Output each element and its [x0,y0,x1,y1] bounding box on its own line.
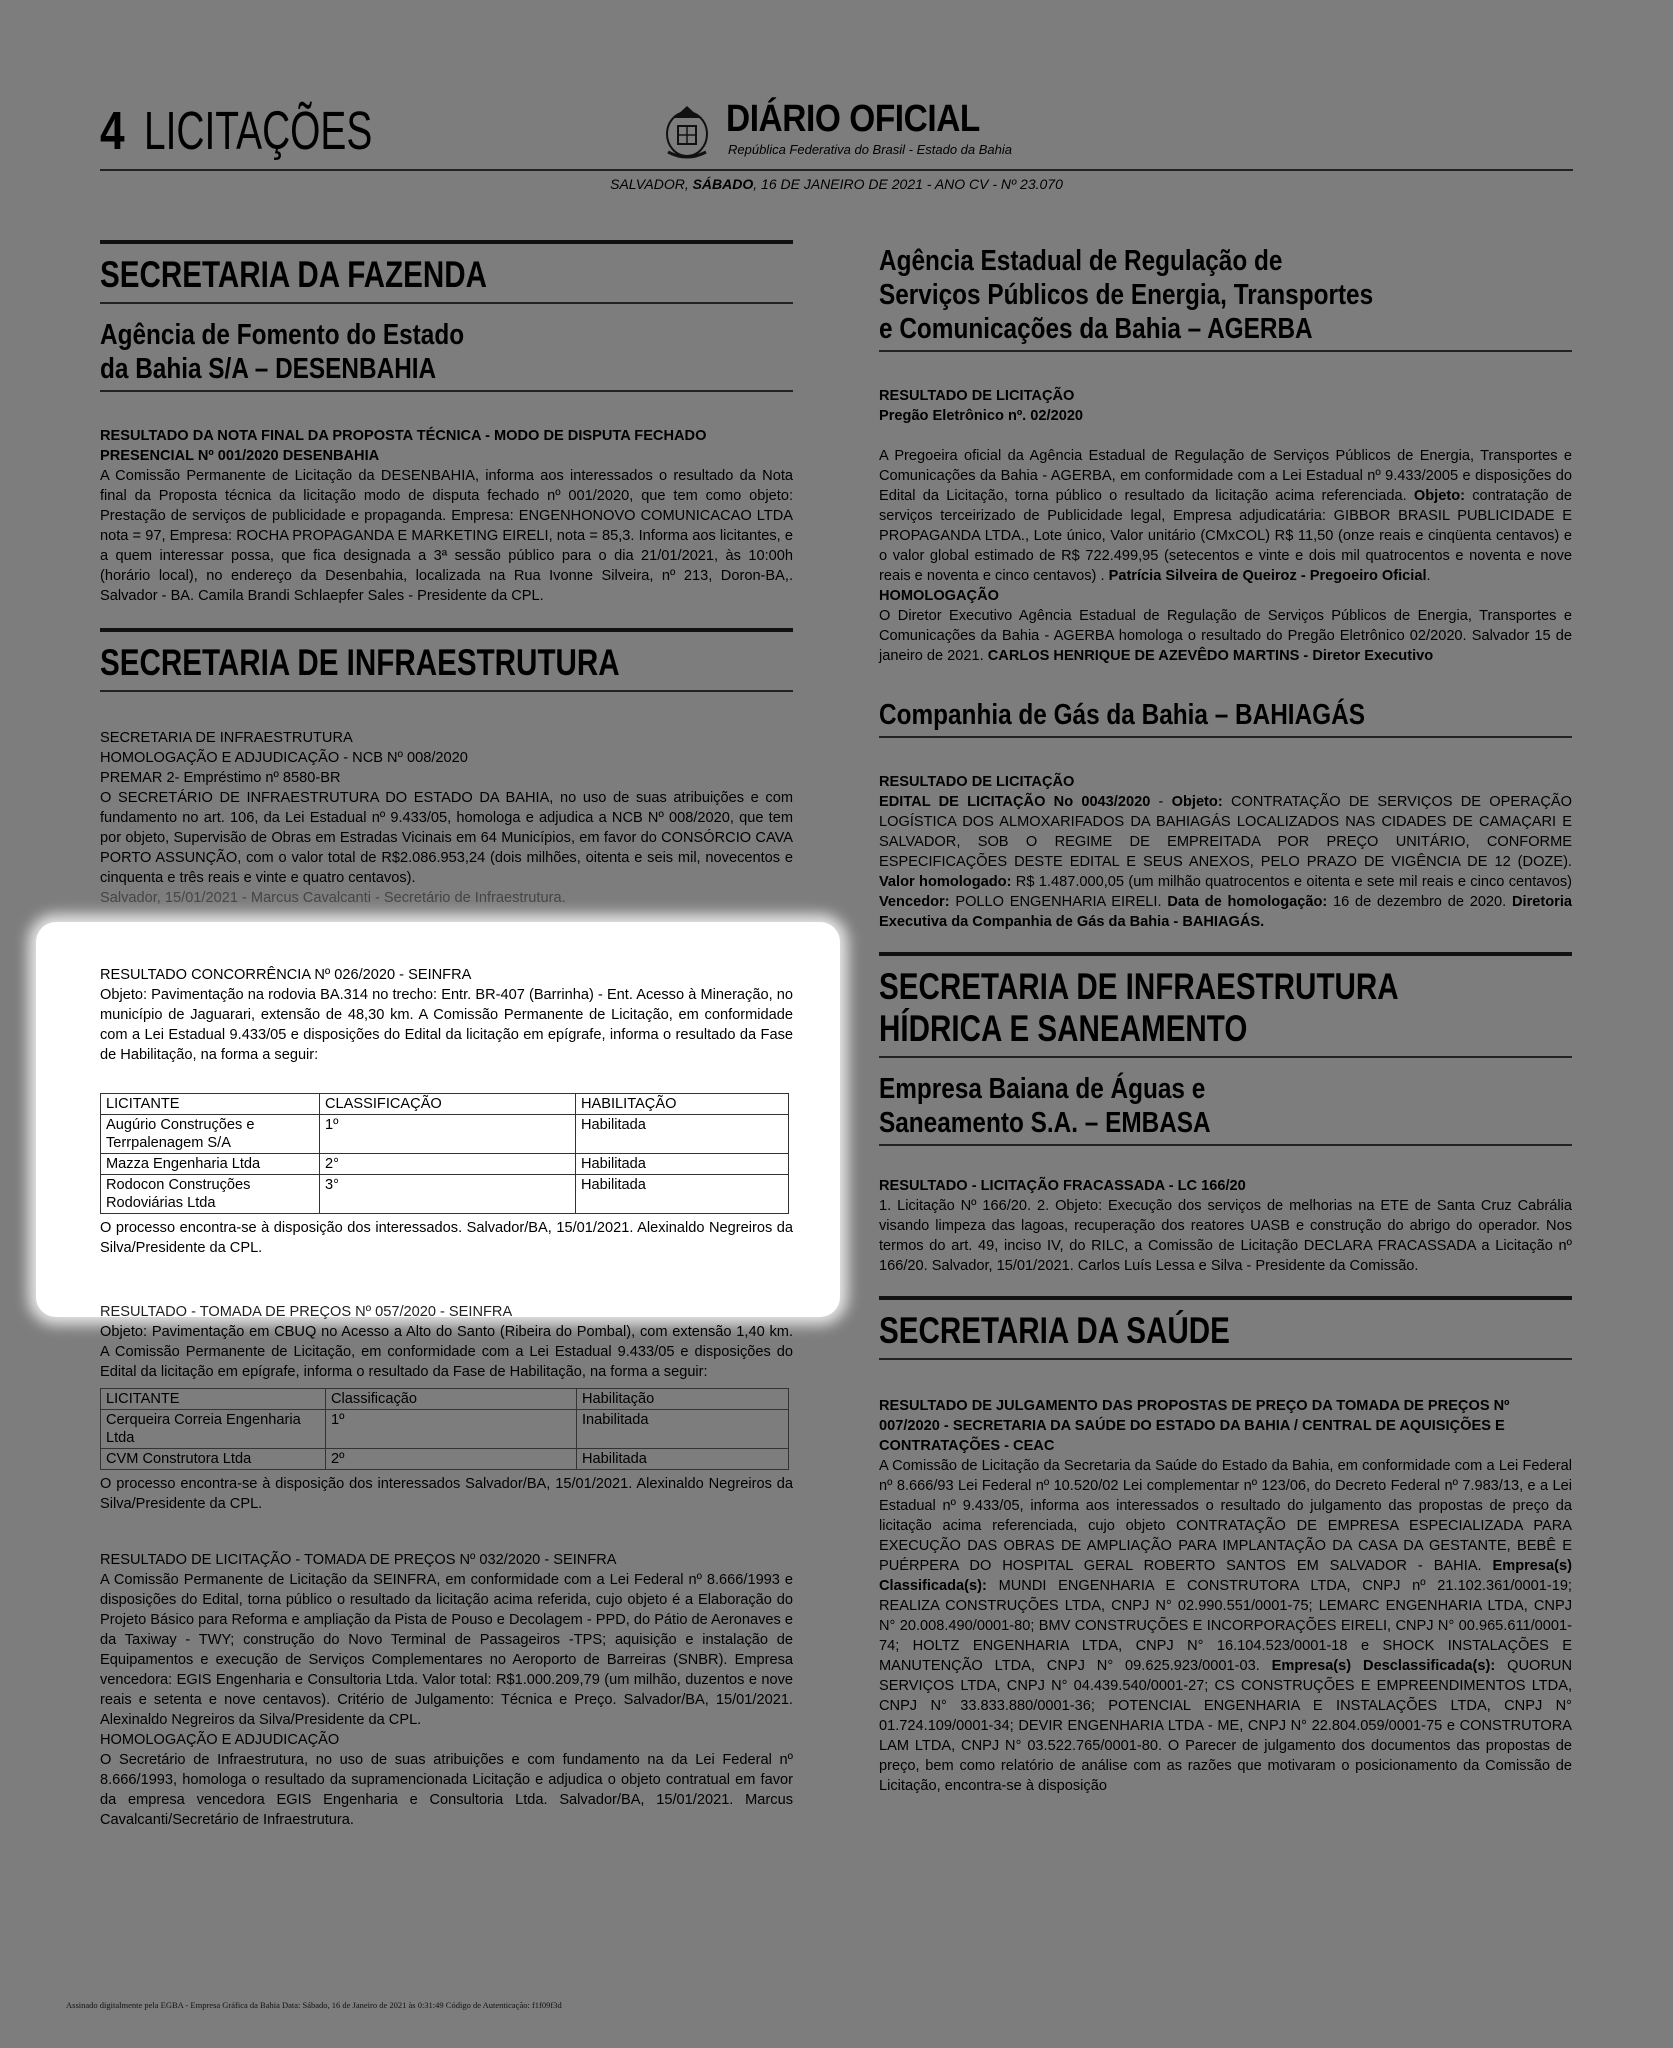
newspaper-title: DIÁRIO OFICIAL [726,98,980,140]
notice-body: A Pregoeira oficial da Agência Estadual de Regulação de Serviços Públicos de Energia, Transportes e Comunicações da Bahia - AGERBA, em conformidade com a Lei Estadual nº 9.433/2005 e disposições do Edital da Licitação, torna público o resultado da licitação acima referenciada. Objeto: contratação de serviços terceirizado de Publicidade legal, Empresa adjudicatária: GIBBOR BRASIL PUBLICIDADE E PROPAGANDA LTDA., Lote único, Valor unitário (CMxCOL) R$ 11,50 (onze reais e cinqüenta centavos) e o valor global estimado de R$ 722.499,95 (setecentos e vinte e dois mil quatrocentos e noventa e nove reais e noventa e cinco centavos) . Patrícia Silveira de Queiroz - Pregoeiro Oficial. [879,448,1572,584]
table-header: LICITANTE [101,1094,320,1115]
notice-body: EDITAL DE LICITAÇÃO No 0043/2020 - Objeto: CONTRATAÇÃO DE SERVIÇOS DE OPERAÇÃO LOGÍSTICA DOS ALMOXARIFADOS DA BAHIAGÁS LOCALIZADOS NAS CIDADES DE CAMAÇARI E SALVADOR, SOB O REGIME DE EMPREITADA POR PREÇO UNITÁRIO, CONFORME ESPECIFICAÇÕES DESTE EDITAL E SEUS ANEXOS, PELO PRAZO DE VIGÊNCIA DE 12 (DOZE). Valor homologado: R$ 1.487.000,05 (um milhão quatrocentos e oitenta e sete mil reais e cinco centavos) Vencedor: POLLO ENGENHARIA EIRELI. Data de homologação: 16 de dezembro de 2020. Diretoria Executiva da Companhia de Gás da Bahia - BAHIAGÁS. [879,794,1573,930]
digital-signature-footer: Assinado digitalmente pela EGBA - Empresa Gráfica da Bahia Data: Sábado, 16 de Janeiro de 2021 às 0:31:49 Código de Autenticação: f1f09f3d [66,2000,562,2010]
notice-title: RESULTADO - TOMADA DE PREÇOS Nº 057/2020 - SEINFRA [100,1304,513,1320]
section-heading-hidrica: HÍDRICA E SANEAMENTO [879,1008,1248,1049]
notice-closing: O processo encontra-se à disposição dos interessados Salvador/BA, 15/01/2021. Alexinaldo Negreiros da Silva/Presidente da CPL. [100,1476,793,1512]
notice-body: O Diretor Executivo Agência Estadual de Regulação de Serviços Públicos de Energia, Transportes e Comunicações da Bahia - AGERBA homologa o resultado do Pregão Eletrônico 02/2020. Salvador 15 de janeiro de 2021. CARLOS HENRIQUE DE AZEVÊDO MARTINS - Diretor Executivo [879,608,1572,664]
notice-body: 1. Licitação Nº 166/20. 2. Objeto: Execução dos serviços de melhorias na ETE de Santa Cruz Cabrália visando limpeza das lagoas, recuperação dos reatores UASB e construção do abrigo do operador. Nos termos do art. 49, inciso IV, do RILC, a Comissão de Licitação DECLARA FRACASSADA a Licitação nº 166/20. Salvador, 15/01/2021. Carlos Luís Lessa e Silva - Presidente da Comissão. [879,1198,1572,1274]
table-row [101,1115,789,1154]
table-header: CLASSIFICAÇÃO [320,1094,576,1115]
org-heading: Agência de Fomento do Estado [100,319,465,351]
table-cell: Habilitada [576,1154,789,1175]
notice-body: A Comissão Permanente de Licitação da SEINFRA, em conformidade com a Lei Federal nº 8.666/1993 e disposições do Edital, torna público o resultado da licitação acima referida, cujo objeto é a Elaboração do Projeto Básico para Reforma e ampliação da Pista de Pouso e Decolagem - PPD, do Pátio de Aeronaves e da Taxiway - TWY; construção do Novo Terminal de Passageiros -TPS; aquisição e instalação de Equipamentos e execução de Serviços Complementares no Aeroporto de Barreiras (SNBR). Empresa vencedora: EGIS Engenharia e Consultoria Ltda. Valor total: R$1.000.209,79 (um milhão, duzentos e nove reais e setenta e nove centavos). Critério de Julgamento: Técnica e Preço. Salvador/BA, 15/01/2021. Alexinaldo Negreiros da Silva/Presidente da CPL. [100,1572,793,1728]
table-cell: 2º [326,1449,577,1470]
org-heading: e Comunicações da Bahia – AGERBA [879,313,1313,345]
notice-subtitle: HOMOLOGAÇÃO E ADJUDICAÇÃO [100,1732,340,1748]
table-header: HABILITAÇÃO [576,1094,789,1115]
table-row [101,1154,789,1175]
notice-title: RESULTADO DE LICITAÇÃO - TOMADA DE PREÇOS Nº 032/2020 - SEINFRA [100,1552,617,1568]
highlighted-notice [100,965,793,1258]
notice-subtitle: HOMOLOGAÇÃO [879,588,999,604]
table-row [101,1175,789,1214]
table-cell: Habilitada [577,1449,789,1470]
notice-signature: Salvador, 15/01/2021 - Marcus Cavalcanti - Secretário de Infraestrutura. [100,890,566,906]
notice-body: O Secretário de Infraestrutura, no uso de suas atribuições e com fundamento na da Lei Federal nº 8.666/1993, homologa o resultado da supramencionada Licitação e adjudica o objeto contratual em favor da empresa vencedora EGIS Engenharia e Consultoria Ltda. Salvador/BA, 15/01/2021. Marcus Cavalcanti/Secretário de Infraestrutura. [100,1752,793,1828]
section-title: LICITAÇÕES [144,101,373,161]
page-number: 4 [100,101,124,161]
table-cell: 1º [326,1410,577,1449]
notice-body: A Comissão Permanente de Licitação da DESENBAHIA, informa aos interessados o resultado da Nota final da Proposta técnica da licitação modo de disputa fechado nº 001/2020, que tem como objeto: Prestação de serviços de publicidade e propaganda. Empresa: ENGENHONOVO COMUNICACAO LTDA nota = 97, Empresa: ROCHA PROPAGANDA E MARKETING EIRELI, nota = 85,3. Informa aos licitantes, e a quem interessar possa, que fica designada a 3ª sessão público para o dia 21/01/2021, às 10:00h (horário local), no endereço da Desenbahia, localizada na Rua Ivonne Silveira, nº 213, Doron-BA,. Salvador - BA. Camila Brandi Schlaepfer Sales - Presidente da CPL. [100,468,793,604]
section-rule [879,952,1572,956]
notice-title: RESULTADO DA NOTA FINAL DA PROPOSTA TÉCNICA - MODO DE DISPUTA FECHADO [100,428,707,444]
section-heading-saude: SECRETARIA DA SAÚDE [879,1310,1230,1351]
right-column [879,240,1572,1796]
notice-title: RESULTADO DE LICITAÇÃO [879,774,1075,790]
coat-of-arms-icon [662,100,712,162]
org-heading: Companhia de Gás da Bahia – BAHIAGÁS [879,699,1365,731]
results-table [100,1388,789,1470]
results-table [100,1093,789,1214]
table-header: LICITANTE [101,1389,326,1410]
table-cell: Augúrio Construções e Terrpalenagem S/A [101,1115,320,1154]
section-rule [100,302,793,304]
section-rule [100,628,793,632]
org-heading: Agência Estadual de Regulação de [879,245,1283,277]
notice-body: Objeto: Pavimentação na rodovia BA.314 no trecho: Entr. BR-407 (Barrinha) - Ent. Acesso à Mineração, no município de Jaguarari, extensão de 48,30 km. A Comissão Permanente de Licitação, em conformidade com a Lei Estadual 9.433/05 e disposições do Edital da licitação em epígrafe, informa o resultado da Fase de Habilitação, na forma a seguir: [100,987,793,1063]
left-column [100,240,793,908]
section-heading-hidrica: SECRETARIA DE INFRAESTRUTURA [879,966,1399,1007]
notice-body: A Comissão de Licitação da Secretaria da Saúde do Estado da Bahia, em conformidade com a Lei Federal nº 8.666/93 Lei Federal nº 10.520/02 Lei complementar nº 123/06, do Decreto Federal nº 7.983/13, e a Lei Estadual nº 9.433/05, informa aos interessados o resultado do julgamento das propostas de preço da licitação acima referenciada, cujo objeto CONTRATAÇÃO DE EMPRESA ESPECIALIZADA PARA EXECUÇÃO DAS OBRAS DE AMPLIAÇÃO PARA IMPLANTAÇÃO DA CASA DA GESTANTE, BEBÊ E PUÉRPERA DO HOSPITAL GERAL ROBERTO SANTOS EM SALVADOR - BAHIA. Empresa(s) Classificada(s): MUNDI ENGENHARIA E CONSTRUTORA LTDA, CNPJ nº 21.102.361/0001-19; REALIZA CONSTRUÇÕES LTDA, CNPJ N° 02.990.551/0001-75; LEMARC ENGENHARIA LTDA, CNPJ N° 20.008.490/0001-80; BMV CONSTRUÇÕES E INCORPORAÇÕES EIRELI, CNPJ N° 00.965.611/0001-74; HOLTZ ENGENHARIA LTDA, CNPJ N° 16.104.523/0001-18 e SHOCK INSTALAÇÕES E MANUTENÇÃO LTDA, CNPJ N° 09.625.923/0001-03. Empresa(s) Desclassificada(s): QUORUN SERVIÇOS LTDA, CNPJ N° 04.439.540/0001-27; CS CONSTRUÇÕES E EMPREENDIMENTOS LTDA, CNPJ N° 33.833.880/0001-36; POTENCIAL ENGENHARIA E INSTALAÇÕES LTDA, CNPJ N° 01.724.109/0001-34; DEVIR ENGENHARIA LTDA - ME, CNPJ N° 22.804.059/0001-75 e CONSTRUTORA LAM LTDA, CNPJ N° 03.522.765/0001-80. O Parecer de julgamento dos documentos das propostas de preço, bem como relatório de análise com as razões que motivaram o posicionamento da Comissão de Licitação, encontra-se à disposição [879,1458,1573,1794]
notice-title: RESULTADO DE LICITAÇÃO [879,388,1075,404]
table-cell: Rodocon Construções Rodoviárias Ltda [101,1175,320,1214]
notice-line: PREMAR 2- Empréstimo nº 8580-BR [100,770,341,786]
section-rule [879,1296,1572,1300]
org-heading: da Bahia S/A – DESENBAHIA [100,353,437,385]
org-heading: Saneamento S.A. – EMBASA [879,1107,1211,1139]
table-cell: 3° [320,1175,576,1214]
notice-title: PRESENCIAL Nº 001/2020 DESENBAHIA [100,448,380,464]
table-cell: 1º [320,1115,576,1154]
notice-line: SECRETARIA DE INFRAESTRUTURA [100,730,353,746]
issue-date: SALVADOR, SÁBADO, 16 DE JANEIRO DE 2021 - ANO CV - Nº 23.070 [610,176,1063,192]
header-rule [100,169,1573,171]
notice-title: RESULTADO CONCORRÊNCIA Nº 026/2020 - SEINFRA [100,967,472,983]
section-rule [100,240,793,244]
notice-title: RESULTADO DE JULGAMENTO DAS PROPOSTAS DE PREÇO DA TOMADA DE PREÇOS Nº 007/2020 - SECRETARIA DA SAÚDE DO ESTADO DA BAHIA / CENTRAL DE AQUISIÇÕES E CONTRATAÇÕES - CEAC [879,1398,1510,1454]
table-cell: 2° [320,1154,576,1175]
section-heading-fazenda: SECRETARIA DA FAZENDA [100,254,487,295]
table-header-row [101,1094,789,1115]
notice-title: Pregão Eletrônico nº. 02/2020 [879,408,1084,424]
section-heading-infra: SECRETARIA DE INFRAESTRUTURA [100,642,620,683]
notice-title: RESULTADO - LICITAÇÃO FRACASSADA - LC 166/20 [879,1178,1246,1194]
notice-closing: O processo encontra-se à disposição dos interessados. Salvador/BA, 15/01/2021. Alexinaldo Negreiros da Silva/Presidente da CPL. [100,1220,793,1256]
org-heading: Empresa Baiana de Águas e [879,1073,1206,1105]
table-cell: CVM Construtora Ltda [101,1449,326,1470]
notice-line: HOMOLOGAÇÃO E ADJUDICAÇÃO - NCB Nº 008/2020 [100,750,468,766]
table-header: Classificação [326,1389,577,1410]
table-header-row [101,1389,789,1410]
table-cell: Habilitada [576,1115,789,1154]
org-heading: Serviços Públicos de Energia, Transportes [879,279,1374,311]
table-cell: Mazza Engenharia Ltda [101,1154,320,1175]
table-cell: Cerqueira Correia Engenharia Ltda [101,1410,326,1449]
table-cell: Inabilitada [577,1410,789,1449]
newspaper-subtitle: República Federativa do Brasil - Estado da Bahia [728,142,1012,157]
table-row [101,1449,789,1470]
table-header: Habilitação [577,1389,789,1410]
notice-body: O SECRETÁRIO DE INFRAESTRUTURA DO ESTADO DA BAHIA, no uso de suas atribuições e com fundamento no art. 106, da Lei Estadual nº 9.433/05, homologa e adjudica a NCB Nº 008/2020, que tem por objeto, Supervisão de Obras em Estradas Vicinais em 64 Municípios, em favor do CONSÓRCIO CAVA PORTO ASSUNÇÃO, com o valor total de R$2.086.953,24 (dois milhões, oitenta e seis mil, novecentos e cinquenta e três reais e vinte e quatro centavos). [100,790,793,886]
left-column-lower [100,1302,793,1830]
table-cell: Habilitada [576,1175,789,1214]
section-rule [879,1056,1572,1058]
table-row [101,1410,789,1449]
notice-body: Objeto: Pavimentação em CBUQ no Acesso a Alto do Santo (Ribeira do Pombal), com extensão 1,40 km. A Comissão Permanente de Licitação, em conformidade com a Lei Estadual 9.433/05 e disposições do Edital da licitação em epígrafe, informa o resultado da Fase de Habilitação, na forma a seguir: [100,1324,793,1380]
